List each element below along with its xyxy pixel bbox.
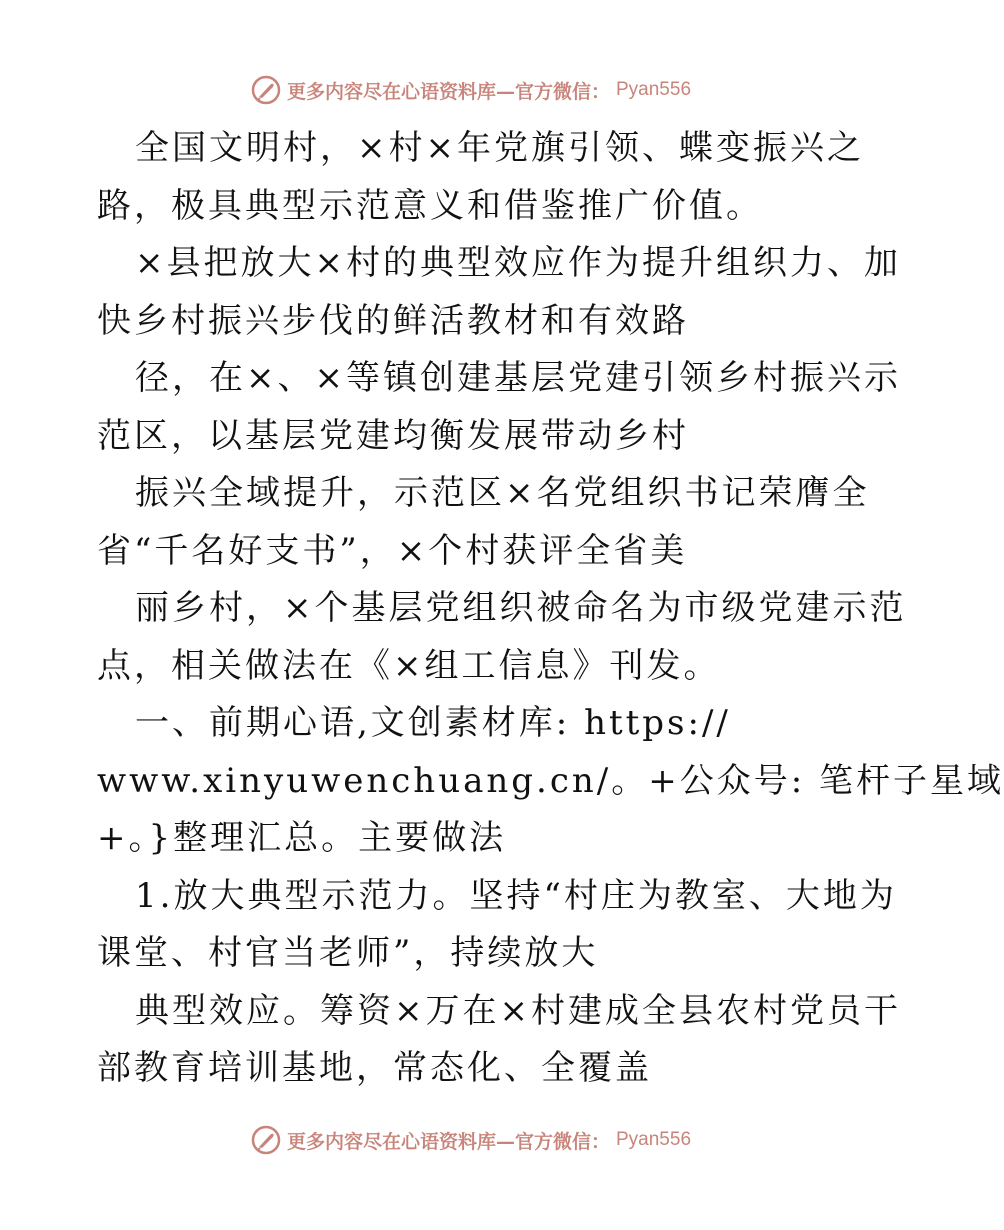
text-line: ×县把放大×村的典型效应作为提升组织力、加 bbox=[135, 243, 901, 283]
footer-watermark bbox=[0, 1120, 950, 1160]
feather-pen-logo-icon bbox=[251, 75, 281, 105]
text-line: 省“千名好支书”，×个村获评全省美 bbox=[97, 530, 688, 571]
text-line: 快乡村振兴步伐的鲜活教材和有效路 bbox=[97, 300, 689, 341]
text-line: www.xinyuwenchuang.cn/。+公众号: 笔杆子星域 bbox=[97, 760, 1004, 801]
text-line: 振兴全域提升，示范区×名党组织书记荣膺全 bbox=[135, 473, 870, 513]
text-line: 典型效应。筹资×万在×村建成全县农村党员干 bbox=[135, 990, 901, 1031]
watermark-text: 更多内容尽在心语资料库—官方微信： bbox=[286, 80, 610, 103]
header-watermark bbox=[0, 70, 950, 110]
text-line: 1.放大典型示范力。坚持“村庄为教室、大地为 bbox=[135, 875, 897, 916]
text-line: 丽乡村，×个基层党组织被命名为市级党建示范 bbox=[135, 588, 907, 628]
text-line: 范区，以基层党建均衡发展带动乡村 bbox=[97, 415, 689, 456]
feather-pen-logo-icon bbox=[251, 1125, 281, 1155]
text-line: 课堂、村官当老师”，持续放大 bbox=[97, 933, 599, 973]
text-line: 全国文明村，×村×年党旗引领、蝶变振兴之 bbox=[135, 128, 864, 168]
watermark-text: 更多内容尽在心语资料库—官方微信： bbox=[286, 1130, 610, 1153]
text-line: +。}整理汇总。主要做法 bbox=[97, 818, 507, 858]
watermark-wechat-id: Pyan556 bbox=[616, 1129, 692, 1150]
text-line: 一、前期心语,文创素材库: https:// bbox=[135, 703, 731, 743]
text-line: 路，极具典型示范意义和借鉴推广价值。 bbox=[97, 185, 763, 226]
text-line: 点，相关做法在《×组工信息》刊发。 bbox=[97, 645, 721, 686]
document-body bbox=[97, 120, 1004, 1098]
watermark-wechat-id: Pyan556 bbox=[616, 79, 692, 100]
text-line: 径，在×、×等镇创建基层党建引领乡村振兴示 bbox=[135, 358, 901, 398]
text-line: 部教育培训基地，常态化、全覆盖 bbox=[97, 1048, 652, 1088]
